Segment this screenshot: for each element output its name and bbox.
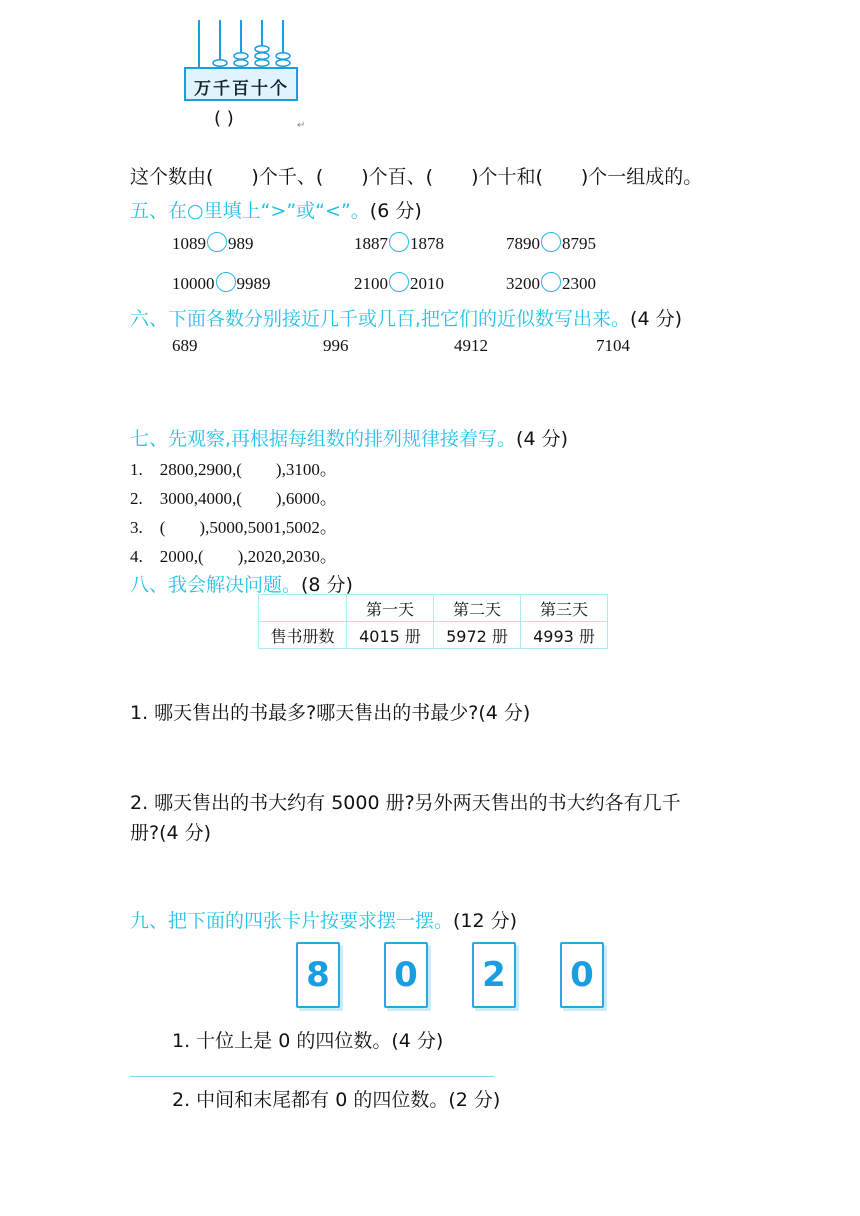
compare-item: 1089 989 bbox=[172, 234, 254, 253]
abacus-place-labels: 万千百十个 bbox=[194, 79, 289, 99]
table-row-label: 售书册数 bbox=[259, 622, 347, 649]
approx-number: 689 bbox=[172, 336, 198, 355]
abacus-bead bbox=[276, 60, 290, 66]
books-table bbox=[258, 594, 608, 649]
digit-card[interactable]: 0 bbox=[384, 942, 428, 1008]
question-9-2: 2. 中间和末尾都有 0 的四位数。(2 分) bbox=[172, 1089, 501, 1111]
answer-line bbox=[130, 1076, 494, 1077]
compare-circle[interactable] bbox=[216, 272, 236, 292]
compare-item: 3200 2300 bbox=[506, 274, 596, 293]
compare-item: 7890 8795 bbox=[506, 234, 596, 253]
section-9-heading: 九、把下面的四张卡片按要求摆一摆。(12 分) bbox=[130, 910, 518, 932]
table-header: 第二天 bbox=[434, 595, 521, 622]
approx-number: 4912 bbox=[454, 336, 488, 355]
abacus-bead bbox=[234, 60, 248, 66]
table-cell: 4993 册 bbox=[521, 622, 608, 649]
section-6-heading: 六、下面各数分别接近几千或几百,把它们的近似数写出来。(4 分) bbox=[130, 308, 683, 330]
approx-number: 7104 bbox=[596, 336, 630, 355]
compare-item: 1887 1878 bbox=[354, 234, 444, 253]
section-7-heading: 七、先观察,再根据每组数的排列规律接着写。(4 分) bbox=[130, 428, 569, 450]
compare-circle[interactable] bbox=[389, 272, 409, 292]
abacus-bead bbox=[276, 53, 290, 59]
question-9-1: 1. 十位上是 0 的四位数。(4 分) bbox=[172, 1030, 444, 1052]
abacus-bead bbox=[255, 46, 269, 52]
compare-circle[interactable] bbox=[541, 272, 561, 292]
abacus-bead bbox=[255, 53, 269, 59]
approx-number: 996 bbox=[323, 336, 349, 355]
compare-circle[interactable] bbox=[389, 232, 409, 252]
question-8-1: 1. 哪天售出的书最多?哪天售出的书最少?(4 分) bbox=[130, 702, 531, 724]
digit-card[interactable]: 8 bbox=[296, 942, 340, 1008]
abacus bbox=[182, 18, 300, 102]
table-header: 第一天 bbox=[347, 595, 434, 622]
table-cell: 5972 册 bbox=[434, 622, 521, 649]
abacus-bead bbox=[234, 53, 248, 59]
table-header-empty bbox=[259, 595, 347, 622]
table-row bbox=[259, 595, 608, 622]
table-header: 第三天 bbox=[521, 595, 608, 622]
pattern-item: 4. 2000,( ),2020,2030。 bbox=[130, 547, 337, 566]
section-8-heading: 八、我会解决问题。(8 分) bbox=[130, 574, 353, 596]
table-row bbox=[259, 622, 608, 649]
table-cell: 4015 册 bbox=[347, 622, 434, 649]
pattern-item: 1. 2800,2900,( ),3100。 bbox=[130, 460, 337, 479]
return-mark: ↵ bbox=[297, 120, 306, 131]
abacus-bead bbox=[255, 60, 269, 66]
abacus-answer-paren[interactable]: ( ) bbox=[214, 108, 234, 129]
digit-card[interactable]: 2 bbox=[472, 942, 516, 1008]
compare-item: 10000 9989 bbox=[172, 274, 271, 293]
compare-circle[interactable] bbox=[541, 232, 561, 252]
question-8-2-line2: 册?(4 分) bbox=[130, 822, 212, 844]
section-5-heading: 五、在○里填上“>”或“<”。(6 分) bbox=[130, 200, 422, 222]
digit-card[interactable]: 0 bbox=[560, 942, 604, 1008]
pattern-item: 2. 3000,4000,( ),6000。 bbox=[130, 489, 337, 508]
pattern-item: 3. ( ),5000,5001,5002。 bbox=[130, 518, 337, 537]
compare-item: 2100 2010 bbox=[354, 274, 444, 293]
composition-line: 这个数由( )个千、( )个百、( )个十和( )个一组成的。 bbox=[130, 166, 703, 188]
abacus-bead bbox=[213, 60, 227, 66]
question-8-2-line1: 2. 哪天售出的书大约有 5000 册?另外两天售出的书大约各有几千 bbox=[130, 792, 681, 814]
compare-circle[interactable] bbox=[207, 232, 227, 252]
